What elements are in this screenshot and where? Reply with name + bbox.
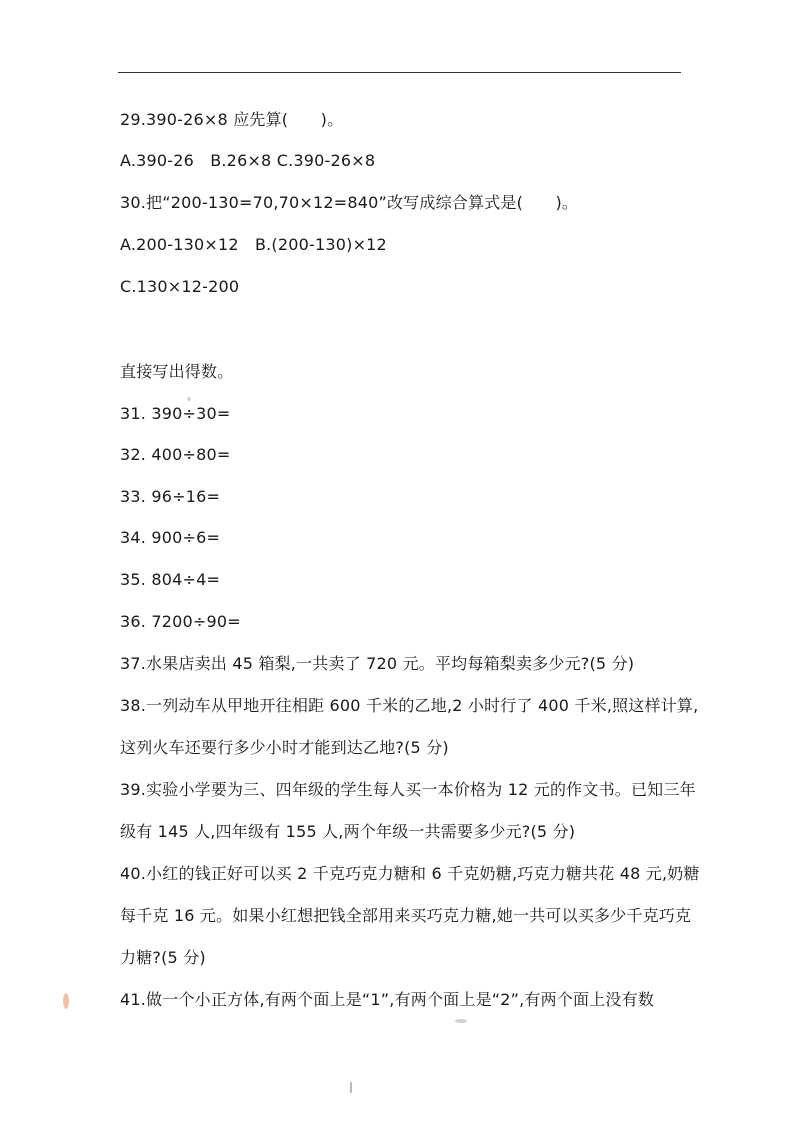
scan-speck-top bbox=[186, 396, 192, 402]
question-30-options-a-b: A.200-130×12 B.(200-130)×12 bbox=[120, 235, 387, 254]
question-29: 29.390-26×8 应先算( )。 bbox=[120, 110, 344, 129]
question-36: 36. 7200÷90= bbox=[120, 612, 241, 631]
question-40-line-2: 每千克 16 元。如果小红想把钱全部用来买巧克力糖,她一共可以买多少千克巧克 bbox=[120, 906, 692, 925]
scan-speck-left bbox=[60, 990, 72, 1012]
question-39-line-1: 39.实验小学要为三、四年级的学生每人买一本价格为 12 元的作文书。已知三年 bbox=[120, 780, 696, 799]
question-30: 30.把“200-130=70,70×12=840”改写成综合算式是( )。 bbox=[120, 193, 579, 212]
question-38-line-1: 38.一列动车从甲地开往相距 600 千米的乙地,2 小时行了 400 千米,照这样计算, bbox=[120, 696, 699, 715]
question-37: 37.水果店卖出 45 箱梨,一共卖了 720 元。平均每箱梨卖多少元?(5 分) bbox=[120, 654, 635, 673]
question-32: 32. 400÷80= bbox=[120, 445, 231, 464]
question-31: 31. 390÷30= bbox=[120, 404, 231, 423]
header-rule bbox=[118, 72, 681, 73]
question-39-line-2: 级有 145 人,四年级有 155 人,两个年级一共需要多少元?(5 分) bbox=[120, 822, 576, 841]
question-35: 35. 804÷4= bbox=[120, 570, 221, 589]
question-30-option-c: C.130×12-200 bbox=[120, 277, 240, 296]
section-heading: 直接写出得数。 bbox=[120, 362, 234, 381]
question-41: 41.做一个小正方体,有两个面上是“1”,有两个面上是“2”,有两个面上没有数 bbox=[120, 990, 655, 1009]
question-38-line-2: 这列火车还要行多少小时才能到达乙地?(5 分) bbox=[120, 738, 449, 757]
scan-speck-middle bbox=[454, 1018, 468, 1024]
question-34: 34. 900÷6= bbox=[120, 528, 221, 547]
question-40-line-3: 力糖?(5 分) bbox=[120, 948, 206, 967]
question-29-options: A.390-26 B.26×8 C.390-26×8 bbox=[120, 151, 376, 170]
question-40-line-1: 40.小红的钱正好可以买 2 千克巧克力糖和 6 千克奶糖,巧克力糖共花 48 元,奶糖 bbox=[120, 864, 700, 883]
scan-speck-bottom bbox=[348, 1082, 354, 1094]
question-33: 33. 96÷16= bbox=[120, 487, 221, 506]
